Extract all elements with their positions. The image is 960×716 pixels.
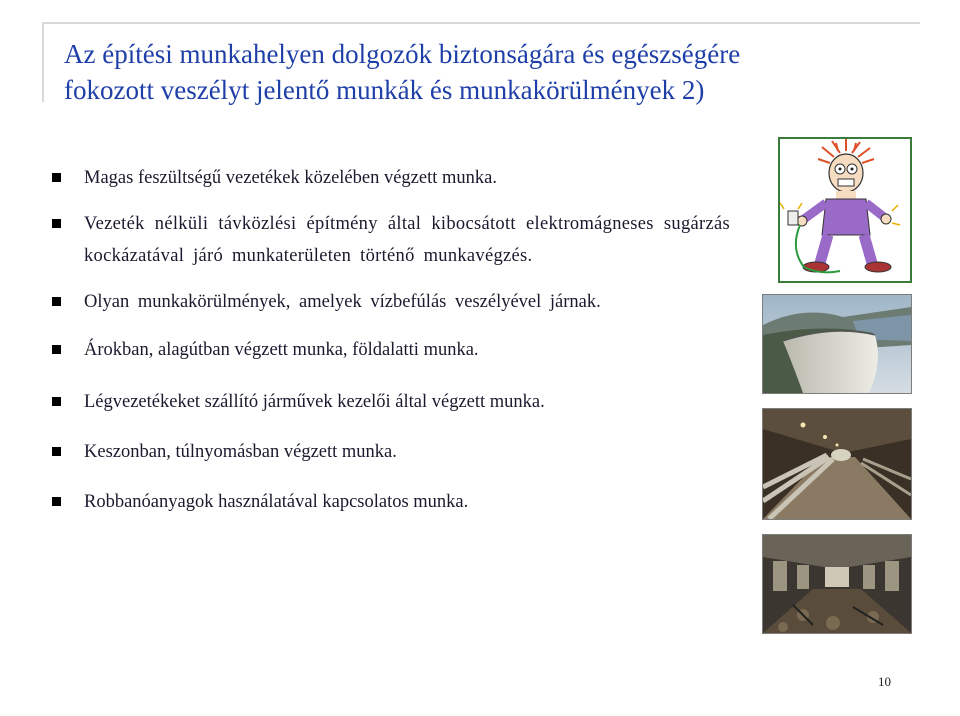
bullet-item: Árokban, alagútban végzett munka, földalatti munka. [50,334,730,366]
bullet-square-icon [52,219,61,228]
bullet-item: Magas feszültségű vezetékek közelében végzett munka. [50,162,730,194]
bullet-square-icon [52,497,61,506]
slide-frame-left [42,22,44,102]
bullet-square-icon [52,447,61,456]
bullet-square-icon [52,297,61,306]
slide-title [64,36,884,108]
title-line-2: fokozott veszélyt jelentő munkák és munkakörülmények 2) [64,75,705,105]
bullet-square-icon [52,345,61,354]
underground-ruin-photo [762,534,912,634]
dam-photo [762,294,912,394]
electrocuted-man-illustration [778,137,912,283]
bullet-list [50,162,730,518]
tunnel-pipes-photo [762,408,912,520]
slide-frame-top [42,22,920,24]
bullet-square-icon [52,397,61,406]
bullet-item: Olyan munkakörülmények, amelyek vízbefúlás veszélyével járnak. [50,286,730,318]
bullet-square-icon [52,173,61,182]
bullet-item: Robbanóanyagok használatával kapcsolatos munka. [50,486,730,518]
page-number: 10 [878,674,891,689]
bullet-item: Keszonban, túlnyomásban végzett munka. [50,436,730,468]
bullet-item: Vezeték nélküli távközlési építmény által kibocsátott elektromágneses sugárzás kockázatával járó munkaterületen történő munkavégzés. [50,208,730,272]
title-line-1: Az építési munkahelyen dolgozók biztonságára és egészségére [64,39,741,69]
bullet-item: Légvezetékeket szállító járművek kezelői által végzett munka. [50,386,730,418]
